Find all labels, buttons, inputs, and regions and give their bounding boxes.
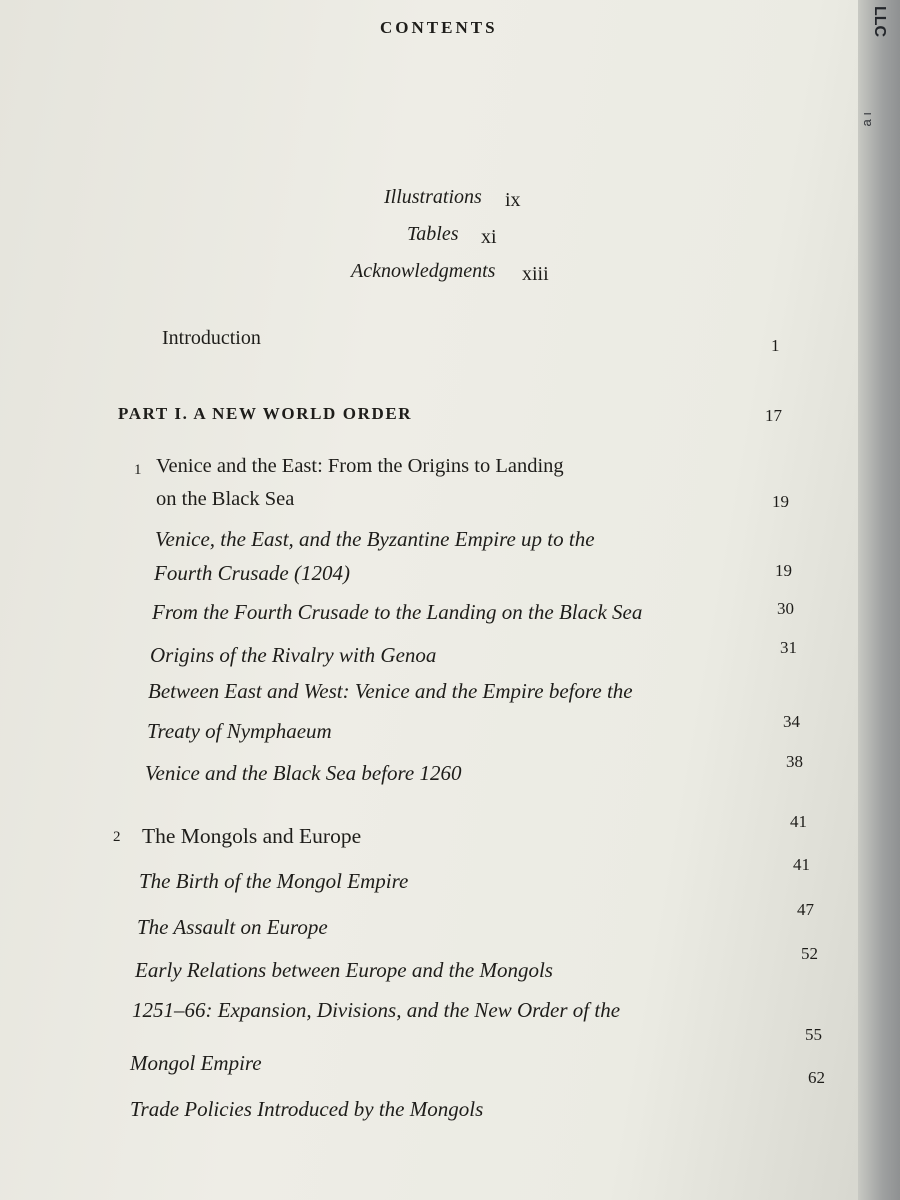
section-title-line: Venice and the Black Sea before 1260 (145, 761, 462, 785)
section-page: 34 (783, 712, 800, 731)
section-title-line: Trade Policies Introduced by the Mongols (130, 1097, 484, 1121)
section-page: 30 (777, 599, 794, 618)
front-matter-page: xi (481, 226, 497, 248)
front-matter-label: Acknowledgments (351, 260, 496, 282)
section-title-line: 1251–66: Expansion, Divisions, and the New Order of the (132, 998, 621, 1022)
chapter-title-line: The Mongols and Europe (142, 824, 362, 848)
part-page: 17 (765, 406, 782, 425)
section-title-line: Between East and West: Venice and the Empire before the (148, 679, 633, 703)
section-title-line: Treaty of Nymphaeum (147, 719, 332, 743)
front-matter-page: xiii (522, 263, 549, 285)
section-title-line: The Birth of the Mongol Empire (139, 869, 409, 893)
contents-heading: CONTENTS (380, 18, 498, 37)
chapter-title-line: Venice and the East: From the Origins to Landing (156, 455, 564, 477)
section-title-line: Early Relations between Europe and the Mongols (135, 958, 553, 982)
front-matter-label: Tables (407, 223, 459, 245)
section-page: 55 (805, 1025, 822, 1044)
section-page: 62 (808, 1068, 825, 1087)
section-page: 38 (786, 752, 803, 771)
introduction-page: 1 (771, 336, 780, 355)
front-matter-label: Illustrations (384, 186, 482, 208)
part-title: PART I. A NEW WORLD ORDER (118, 404, 413, 423)
section-title-line: Fourth Crusade (1204) (154, 561, 350, 585)
front-matter-page: ix (505, 189, 521, 211)
section-page: 19 (775, 561, 792, 580)
section-title-line: Mongol Empire (130, 1051, 262, 1075)
chapter-title-line: on the Black Sea (156, 488, 295, 510)
introduction-label: Introduction (162, 327, 261, 349)
section-title-line: The Assault on Europe (137, 915, 328, 939)
section-page: 47 (797, 900, 814, 919)
chapter-number: 1 (134, 462, 142, 478)
edge-stamp-mark: ı ɐ (861, 112, 876, 127)
section-title-line: From the Fourth Crusade to the Landing on the Black Sea (152, 600, 643, 624)
adjacent-book-edge (858, 0, 900, 1200)
section-title-line: Venice, the East, and the Byzantine Empire up to the (155, 527, 595, 551)
section-page: 52 (801, 944, 818, 963)
chapter-page: 41 (790, 812, 807, 831)
edge-label: LLC (871, 6, 888, 38)
section-page: 31 (780, 638, 797, 657)
section-page: 41 (793, 855, 810, 874)
section-title-line: Origins of the Rivalry with Genoa (150, 643, 437, 667)
chapter-number: 2 (113, 829, 121, 845)
chapter-page: 19 (772, 492, 789, 511)
